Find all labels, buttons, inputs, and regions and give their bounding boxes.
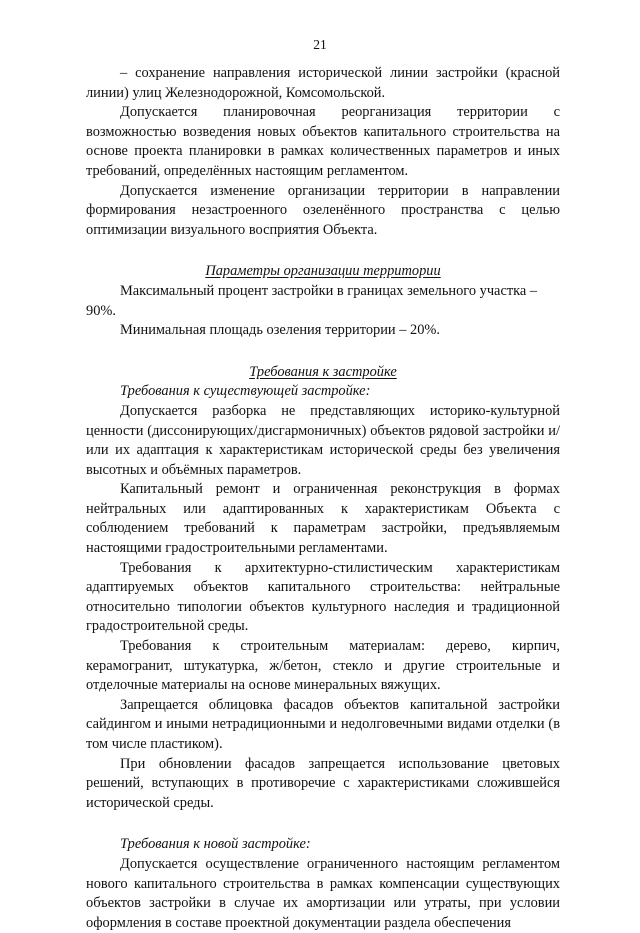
page-number: 21 <box>313 37 327 52</box>
new-paragraph-1: Допускается осуществление ограниченного настоящим регламентом нового капитального строительства в рамках компенсации существующих объектов застройки в случае их амортизации или утраты, при условии оформления в составе проектной документации раздела обеспечения <box>86 855 560 931</box>
existing-paragraph-5: Запрещается облицовка фасадов объектов капитальной застройки сайдингом и иными нетрадиционными и недолговечными видами отделки (в том числе пластиком). <box>86 696 560 752</box>
existing-paragraph-1: Допускается разборка не представляющих историко-культурной ценности (диссонирующих/дисгармоничных) объектов рядовой застройки и/или их адаптация к характеристикам исторической среды без увеличения высотных и объёмных параметров. <box>86 402 560 478</box>
params-heading: Параметры организации территории <box>205 263 441 280</box>
intro-paragraph-1: – сохранение направления исторической линии застройки (красной линии) улиц Железнодорожной, Комсомольской. <box>86 65 560 101</box>
existing-paragraph-6: При обновлении фасадов запрещается использование цветовых решений, вступающих в противоречие с характеристиками сложившейся исторической среды. <box>86 755 560 811</box>
min-green-percent: Минимальная площадь озеления территории – 20%. <box>120 322 440 339</box>
intro-paragraph-3: Допускается изменение организации территории в направлении формирования незастроенного озеленённого пространства с целью оптимизации визуального восприятия Объекта. <box>86 182 560 238</box>
existing-paragraph-2: Капитальный ремонт и ограниченная реконструкция в формах нейтральных или адаптированных к характеристикам Объекта с соблюдением требований к параметрам застройки, предъявляемым настоящими градостроительными регламентами. <box>86 481 560 557</box>
existing-paragraph-4: Требования к строительным материалам: дерево, кирпич, керамогранит, штукатурка, ж/бетон, стекло и другие строительные и отделочные материалы на основе минеральных вяжущих. <box>86 638 560 694</box>
existing-paragraph-3: Требования к архитектурно-стилистическим характеристикам адаптируемых объектов капитального строительства: нейтральные относительно типологии объектов культурного наследия и традиционной градостроительной среды. <box>86 559 560 635</box>
max-build-percent: Максимальный процент застройки в границах земельного участка – 90%. <box>86 282 538 319</box>
new-requirements-subheading: Требования к новой застройке: <box>120 836 311 853</box>
existing-requirements-subheading: Требования к существующей застройке: <box>120 383 371 400</box>
document-body <box>86 64 560 933</box>
requirements-heading: Требования к застройке <box>249 363 397 380</box>
intro-paragraph-2: Допускается планировочная реорганизация территории с возможностью возведения новых объектов капитального строительства на основе проекта планировки в рамках количественных параметров и иных требований, определённых настоящим регламентом. <box>86 104 560 179</box>
